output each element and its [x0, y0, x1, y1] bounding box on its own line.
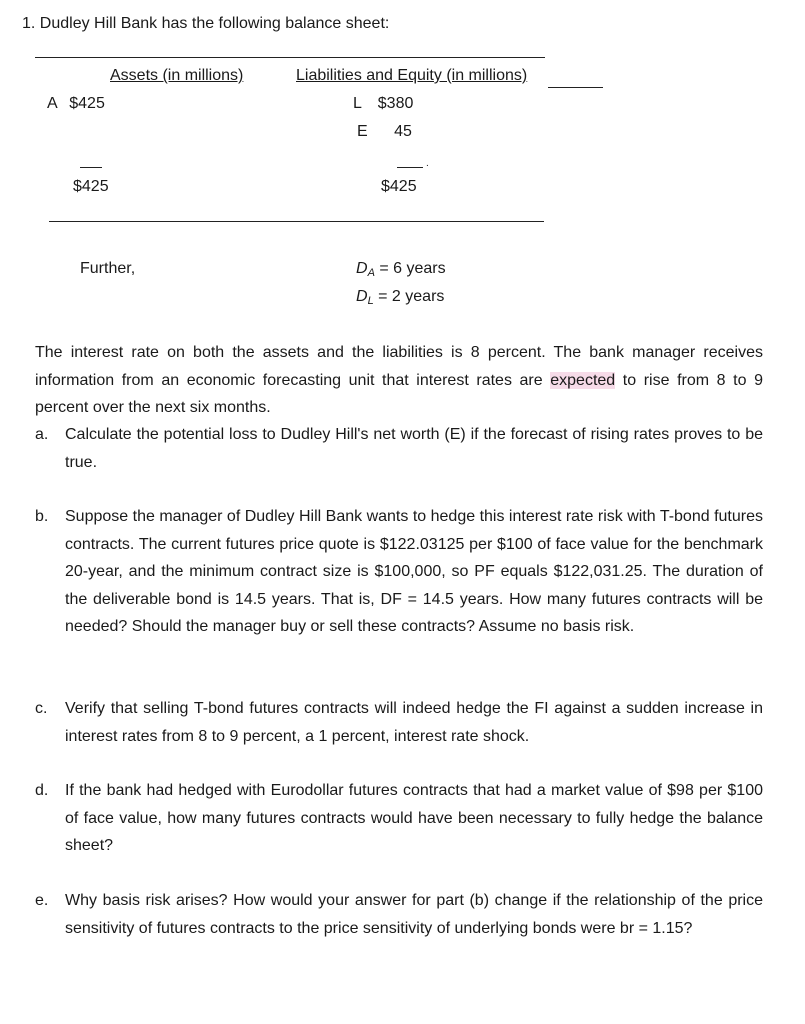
liability-row — [353, 95, 413, 113]
intro-highlight: expected — [550, 371, 616, 389]
assets-header: Assets (in millions) — [110, 67, 244, 84]
part-c-label: c. — [35, 700, 48, 717]
question-number: 1. — [22, 15, 36, 32]
duration-liabilities — [356, 288, 444, 307]
total-liabilities: $425 — [381, 178, 417, 195]
equity-label: E — [357, 123, 368, 140]
part-c-text: Verify that selling T-bond futures contracts will indeed hedge the FI against a sudden increase in interest rates from 8 to 9 percent, a 1 percent, interest rate shock. — [65, 700, 763, 745]
part-b-text: Suppose the manager of Dudley Hill Bank wants to hedge this interest rate risk with T-bond futures contracts. The current futures price quote is $122.03125 per $100 of face value for the benchmark 20-year, and the minimum contract size is $100,000, so PF equals $122,031.25. The duration of the deliverable bond is 14.5 years. That is, DF = 14.5 years. How many futures contracts will be needed? Should the manager buy or sell these contracts? Assume no basis risk. — [65, 508, 763, 635]
liab-sum-line — [397, 167, 423, 168]
intro-paragraph — [35, 339, 763, 422]
liability-label: L — [353, 95, 362, 112]
asset-label: A — [47, 95, 57, 112]
asset-row — [47, 95, 105, 113]
header-underline-ext — [548, 87, 603, 88]
question-title — [22, 13, 389, 35]
part-b-label: b. — [35, 508, 49, 525]
intro-before: The interest rate on both the assets and the liabilities is 8 percent. The bank manager receives information from an economic forecasting unit that interest rates are — [35, 344, 763, 389]
part-d-text: If the bank had hedged with Eurodollar futures contracts that had a market value of $98 per $100 of face value, how many futures contracts would have been necessary to fully hedge the balance sheet? — [65, 782, 763, 854]
part-a-text: Calculate the potential loss to Dudley Hill's net worth (E) if the forecast of rising rates proves to be true. — [65, 426, 763, 471]
part-a-label: a. — [35, 426, 49, 443]
question-title-text: Dudley Hill Bank has the following balance sheet: — [39, 15, 390, 32]
assets-sum-line — [80, 167, 102, 168]
da-sub: A — [367, 267, 375, 279]
dl-letter: D — [356, 288, 368, 305]
sum-dot: . — [426, 158, 429, 169]
asset-value: $425 — [69, 95, 105, 112]
top-rule — [35, 57, 545, 58]
liabilities-header: Liabilities and Equity (in millions) — [296, 67, 528, 84]
equity-value: 45 — [394, 123, 412, 140]
duration-assets — [356, 260, 446, 279]
bottom-rule — [49, 221, 544, 222]
part-d-label: d. — [35, 782, 49, 799]
da-value: = 6 years — [374, 260, 446, 277]
total-assets: $425 — [73, 178, 109, 195]
dl-value: = 2 years — [373, 288, 445, 305]
equity-row — [357, 123, 412, 141]
da-letter: D — [356, 260, 368, 277]
part-e-text: Why basis risk arises? How would your answer for part (b) change if the relationship of the price sensitivity of futures contracts to the price sensitivity of underlying bonds were br = 1.15? — [65, 892, 763, 937]
intro-after: to rise from 8 to 9 percent over the next six months. — [35, 371, 763, 416]
part-e-label: e. — [35, 892, 49, 909]
further-label: Further, — [80, 260, 136, 277]
dl-sub: L — [367, 295, 374, 307]
liability-value: $380 — [377, 95, 414, 112]
